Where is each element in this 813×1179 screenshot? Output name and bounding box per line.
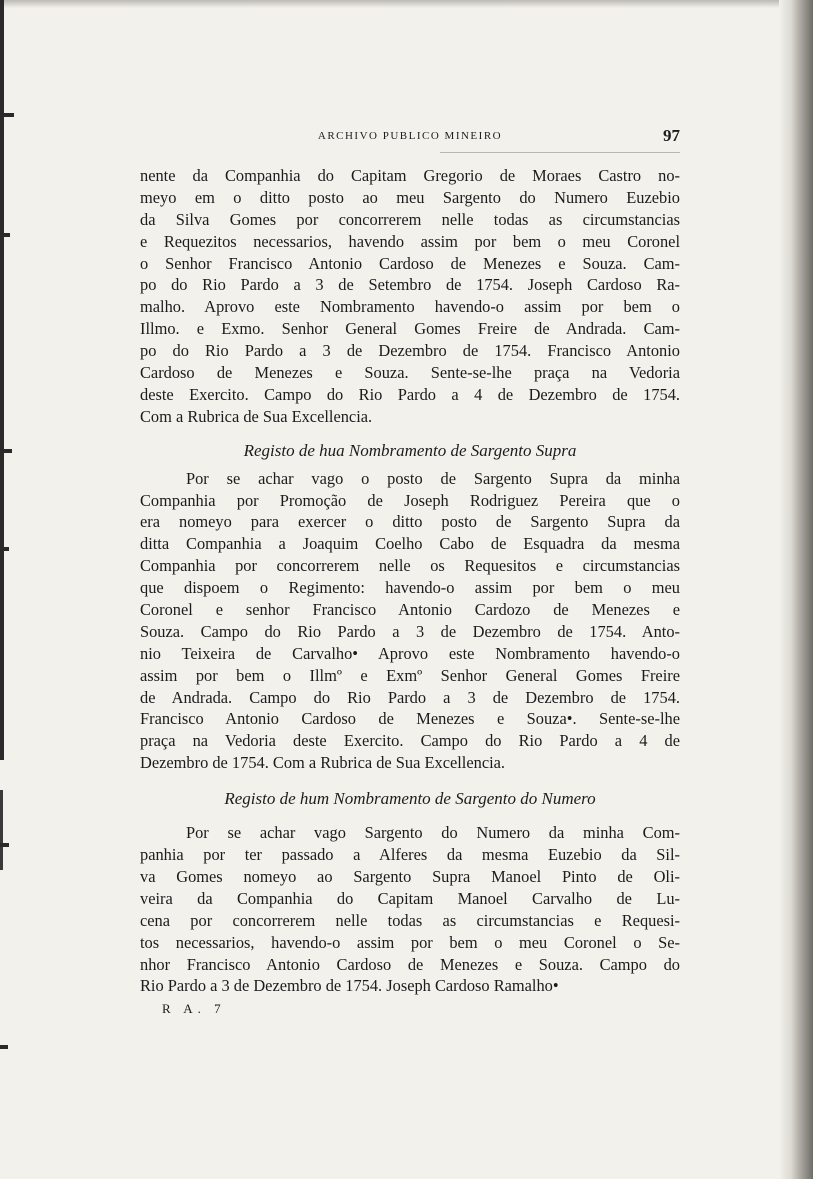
margin-mark	[0, 1045, 8, 1049]
text-line: nio Teixeira de Carvalho• Aprovo este Nombramento havendo-o	[140, 643, 680, 663]
page-number: 97	[663, 126, 680, 145]
text-line: Francisco Antonio Cardoso de Menezes e Souza•. Sente-se-lhe	[140, 709, 680, 729]
text-line: era nomeyo para exercer o ditto posto de Sargento Supra da	[140, 512, 680, 532]
text-line: Companhia por concorrerem nelle os Requesitos e circumstancias	[140, 556, 680, 576]
book-page	[140, 118, 680, 1019]
page-right-shadow	[779, 0, 813, 1179]
margin-mark	[0, 113, 14, 117]
text-line: cena por concorrerem nelle todas as circumstancias e Requesi-	[140, 910, 680, 930]
text-line: va Gomes nomeyo ao Sargento Supra Manoel Pinto de Oli-	[140, 866, 680, 886]
text-line: meyo em o ditto posto ao meu Sargento do Numero Euzebio	[140, 187, 680, 207]
header-rule	[440, 152, 680, 153]
margin-mark	[0, 843, 9, 847]
section-heading: Registo de hua Nombramento de Sargento Supra	[243, 440, 577, 460]
paragraph-2	[140, 468, 680, 774]
text-line: deste Exercito. Campo do Rio Pardo a 4 de Dezembro de 1754.	[140, 384, 680, 404]
text-line: Com a Rubrica de Sua Excellencia.	[140, 406, 373, 426]
text-line: panhia por ter passado a Alferes da mesma Euzebio da Sil-	[140, 845, 680, 865]
text-line: da Silva Gomes por concorrerem nelle todas as circumstancias	[140, 209, 680, 229]
paragraph-1	[140, 165, 680, 428]
text-line: Coronel e senhor Francisco Antonio Cardozo de Menezes e	[140, 600, 680, 620]
page-left-edge-lower	[0, 790, 3, 870]
text-line: Souza. Campo do Rio Pardo a 3 de Dezembro de 1754. Anto-	[140, 621, 680, 641]
margin-mark	[0, 233, 10, 237]
page-top-shadow	[0, 0, 813, 8]
text-line: malho. Aprovo este Nombramento havendo-o assim por bem o	[140, 297, 680, 317]
text-line: ditta Companhia a Joaquim Coelho Cabo de Esquadra da mesma	[140, 534, 680, 554]
text-line: nente da Companhia do Capitam Gregorio de Moraes Castro no-	[140, 166, 680, 185]
text-line: po do Rio Pardo a 3 de Setembro de 1754. Joseph Cardoso Ra-	[140, 275, 680, 295]
text-line: nhor Francisco Antonio Cardoso de Menezes e Souza. Campo do	[140, 954, 680, 974]
section-heading: Registo de hum Nombramento de Sargento do Numero	[224, 789, 596, 809]
text-line: e Requezitos necessarios, havendo assim por bem o meu Coronel	[140, 231, 680, 251]
running-title: ARCHIVO PUBLICO MINEIRO	[317, 130, 503, 142]
text-line: Por se achar vago Sargento do Numero da minha Com-	[186, 823, 680, 843]
text-line: Dezembro de 1754. Com a Rubrica de Sua Excellencia.	[140, 753, 506, 773]
text-line: que dispoem o Regimento: havendo-o assim por bem o meu	[140, 578, 680, 598]
margin-mark	[0, 449, 12, 453]
margin-mark	[0, 547, 9, 551]
text-line: tos necessarios, havendo-o assim por bem o meu Coronel o Se-	[140, 932, 680, 952]
paragraph-3	[140, 822, 680, 997]
signature-mark: R A. 7	[162, 1001, 226, 1017]
text-line: veira da Companhia do Capitam Manoel Carvalho de Lu-	[140, 888, 680, 908]
text-line: Por se achar vago o posto de Sargento Supra da minha	[186, 468, 680, 488]
text-line: Cardoso de Menezes e Souza. Sente-se-lhe praça na Vedoria	[140, 363, 680, 383]
body-text	[140, 165, 680, 1019]
text-line: Rio Pardo a 3 de Dezembro de 1754. Joseph Cardoso Ramalho•	[140, 976, 559, 996]
running-head	[140, 118, 680, 146]
text-line: assim por bem o Illmº e Exmº Senhor General Gomes Freire	[140, 665, 680, 685]
text-line: o Senhor Francisco Antonio Cardoso de Menezes e Souza. Cam-	[140, 253, 680, 273]
text-line: Companhia por Promoção de Joseph Rodriguez Pereira que o	[140, 490, 680, 510]
text-line: po do Rio Pardo a 3 de Dezembro de 1754. Francisco Antonio	[140, 341, 680, 361]
text-line: Illmo. e Exmo. Senhor General Gomes Freire de Andrada. Cam-	[140, 319, 680, 339]
text-line: praça na Vedoria deste Exercito. Campo do Rio Pardo a 4 de	[140, 731, 680, 751]
text-line: de Andrada. Campo do Rio Pardo a 3 de Dezembro de 1754.	[140, 687, 680, 707]
